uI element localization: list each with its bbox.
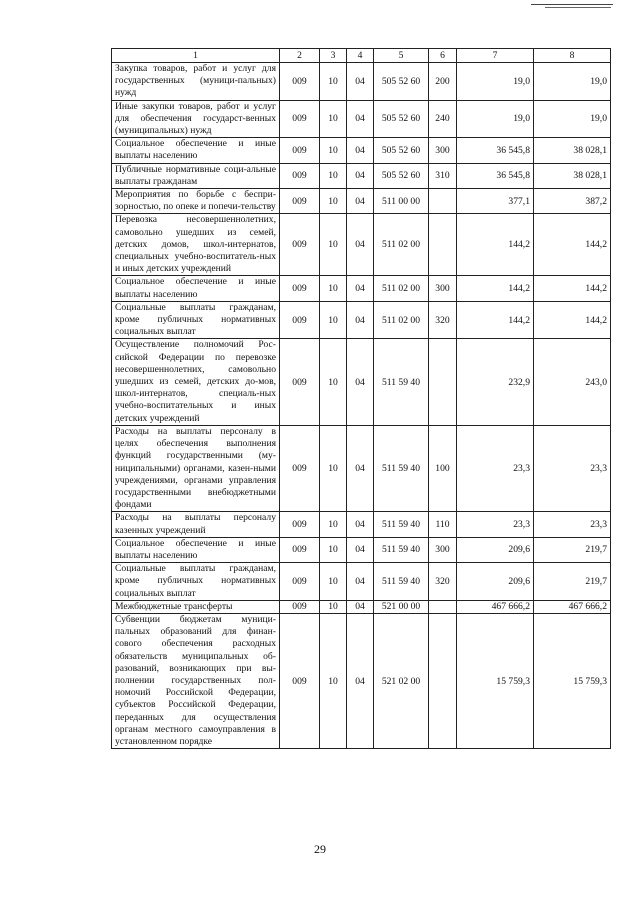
cell-expense-type <box>429 600 457 613</box>
table-row <box>112 63 611 101</box>
budget-table <box>111 48 611 749</box>
cell-expense-type: 240 <box>429 100 457 138</box>
cell-amount-col7: 36 545,8 <box>457 163 534 188</box>
table-row <box>112 138 611 163</box>
cell-ministry: 009 <box>280 163 320 188</box>
row-name: Закупка товаров, работ и услуг для государственных (муници-пальных) нужд <box>112 63 280 101</box>
cell-amount-col8: 144,2 <box>534 276 611 301</box>
cell-amount-col7: 23,3 <box>457 425 534 511</box>
cell-subsection: 04 <box>347 163 374 188</box>
table-row <box>112 301 611 339</box>
header-cell: 4 <box>347 49 374 63</box>
row-name: Иные закупки товаров, работ и услуг для обеспечения государст-венных (муниципальных) нужд <box>112 100 280 138</box>
cell-expense-type: 200 <box>429 63 457 101</box>
cell-amount-col7: 15 759,3 <box>457 613 534 748</box>
cell-amount-col8: 144,2 <box>534 214 611 276</box>
header-cell: 1 <box>112 49 280 63</box>
cell-target-article: 521 00 00 <box>374 600 429 613</box>
cell-expense-type: 310 <box>429 163 457 188</box>
cell-amount-col7: 377,1 <box>457 189 534 214</box>
cell-amount-col7: 232,9 <box>457 339 534 425</box>
cell-expense-type: 300 <box>429 537 457 562</box>
row-name: Мероприятия по борьбе с беспри-зорностью, по опеке и попечи-тельству <box>112 189 280 214</box>
cell-subsection: 04 <box>347 600 374 613</box>
cell-subsection: 04 <box>347 301 374 339</box>
cell-ministry: 009 <box>280 339 320 425</box>
table-row <box>112 189 611 214</box>
header-row <box>112 49 611 63</box>
cell-section: 10 <box>320 163 347 188</box>
cell-target-article: 505 52 60 <box>374 63 429 101</box>
cell-ministry: 009 <box>280 537 320 562</box>
cell-expense-type: 300 <box>429 138 457 163</box>
cell-section: 10 <box>320 189 347 214</box>
cell-expense-type: 320 <box>429 563 457 601</box>
cell-amount-col7: 467 666,2 <box>457 600 534 613</box>
header-cell: 5 <box>374 49 429 63</box>
cell-amount-col8: 243,0 <box>534 339 611 425</box>
cell-ministry: 009 <box>280 63 320 101</box>
cell-ministry: 009 <box>280 512 320 537</box>
row-name: Социальное обеспечение и иные выплаты населению <box>112 138 280 163</box>
cell-section: 10 <box>320 301 347 339</box>
page-number: 29 <box>314 842 326 856</box>
cell-expense-type <box>429 189 457 214</box>
cell-amount-col8: 219,7 <box>534 563 611 601</box>
cell-subsection: 04 <box>347 214 374 276</box>
cell-ministry: 009 <box>280 276 320 301</box>
row-name: Расходы на выплаты персоналу казенных учреждений <box>112 512 280 537</box>
cell-expense-type <box>429 214 457 276</box>
cell-target-article: 511 02 00 <box>374 301 429 339</box>
cell-expense-type <box>429 613 457 748</box>
cell-ministry: 009 <box>280 613 320 748</box>
cell-amount-col8: 38 028,1 <box>534 163 611 188</box>
row-name: Социальные выплаты гражданам, кроме публичных нормативных социальных выплат <box>112 301 280 339</box>
corner-mark <box>531 4 613 5</box>
row-name: Социальные выплаты гражданам, кроме публичных нормативных социальных выплат <box>112 563 280 601</box>
header-cell: 3 <box>320 49 347 63</box>
cell-expense-type <box>429 339 457 425</box>
cell-subsection: 04 <box>347 138 374 163</box>
cell-section: 10 <box>320 100 347 138</box>
table-row <box>112 339 611 425</box>
cell-target-article: 511 59 40 <box>374 425 429 511</box>
cell-target-article: 511 00 00 <box>374 189 429 214</box>
header-cell: 6 <box>429 49 457 63</box>
cell-amount-col7: 209,6 <box>457 563 534 601</box>
cell-amount-col7: 19,0 <box>457 63 534 101</box>
cell-amount-col8: 387,2 <box>534 189 611 214</box>
cell-target-article: 511 02 00 <box>374 276 429 301</box>
cell-section: 10 <box>320 563 347 601</box>
cell-section: 10 <box>320 425 347 511</box>
cell-subsection: 04 <box>347 339 374 425</box>
cell-section: 10 <box>320 537 347 562</box>
cell-amount-col8: 144,2 <box>534 301 611 339</box>
table-row <box>112 600 611 613</box>
cell-amount-col8: 219,7 <box>534 537 611 562</box>
cell-subsection: 04 <box>347 613 374 748</box>
cell-expense-type: 110 <box>429 512 457 537</box>
cell-amount-col8: 23,3 <box>534 425 611 511</box>
cell-target-article: 511 59 40 <box>374 339 429 425</box>
cell-subsection: 04 <box>347 537 374 562</box>
cell-subsection: 04 <box>347 425 374 511</box>
cell-section: 10 <box>320 138 347 163</box>
cell-target-article: 505 52 60 <box>374 100 429 138</box>
cell-ministry: 009 <box>280 214 320 276</box>
cell-amount-col7: 144,2 <box>457 301 534 339</box>
cell-ministry: 009 <box>280 301 320 339</box>
table-row <box>112 537 611 562</box>
cell-target-article: 511 59 40 <box>374 537 429 562</box>
table-row <box>112 613 611 748</box>
cell-amount-col7: 36 545,8 <box>457 138 534 163</box>
header-cell: 8 <box>534 49 611 63</box>
cell-target-article: 511 02 00 <box>374 214 429 276</box>
header-cell: 7 <box>457 49 534 63</box>
cell-section: 10 <box>320 613 347 748</box>
cell-ministry: 009 <box>280 189 320 214</box>
cell-amount-col7: 144,2 <box>457 276 534 301</box>
cell-subsection: 04 <box>347 189 374 214</box>
cell-ministry: 009 <box>280 600 320 613</box>
row-name: Публичные нормативные соци-альные выплаты гражданам <box>112 163 280 188</box>
cell-amount-col8: 38 028,1 <box>534 138 611 163</box>
cell-subsection: 04 <box>347 100 374 138</box>
header-cell: 2 <box>280 49 320 63</box>
cell-amount-col7: 144,2 <box>457 214 534 276</box>
cell-amount-col8: 15 759,3 <box>534 613 611 748</box>
cell-subsection: 04 <box>347 563 374 601</box>
cell-section: 10 <box>320 214 347 276</box>
table-row <box>112 163 611 188</box>
cell-expense-type: 320 <box>429 301 457 339</box>
cell-amount-col8: 19,0 <box>534 100 611 138</box>
cell-section: 10 <box>320 512 347 537</box>
table-body <box>112 63 611 749</box>
cell-subsection: 04 <box>347 512 374 537</box>
corner-mark-secondary <box>545 7 611 8</box>
cell-ministry: 009 <box>280 563 320 601</box>
cell-target-article: 505 52 60 <box>374 163 429 188</box>
table-row <box>112 512 611 537</box>
cell-expense-type: 300 <box>429 276 457 301</box>
cell-amount-col8: 23,3 <box>534 512 611 537</box>
cell-section: 10 <box>320 600 347 613</box>
table-row <box>112 425 611 511</box>
cell-section: 10 <box>320 63 347 101</box>
row-name: Расходы на выплаты персоналу в целях обеспечения выполнения функций государственными (му-ниципальными) органами, казен-ными учреждениями, органами управления государственными внебюджетными фондами <box>112 425 280 511</box>
table-row <box>112 214 611 276</box>
cell-ministry: 009 <box>280 138 320 163</box>
cell-target-article: 505 52 60 <box>374 138 429 163</box>
cell-amount-col7: 19,0 <box>457 100 534 138</box>
row-name: Социальное обеспечение и иные выплаты населению <box>112 537 280 562</box>
cell-ministry: 009 <box>280 425 320 511</box>
row-name: Перевозка несовершеннолетних, самовольно ушедших из семей, детских домов, школ-интернатов, специальных учебно-воспитатель-ных и иных детских учреждений <box>112 214 280 276</box>
cell-amount-col7: 23,3 <box>457 512 534 537</box>
cell-expense-type: 100 <box>429 425 457 511</box>
row-name: Субвенции бюджетам муници-пальных образований для финан-сового обеспечения расходных обязательств муниципальных об-разований, возникающих при вы-полнении государственных пол-номочий Российской Федерации, субъектов Российской Федерации, переданных для осуществления органам местного самоуправления в установленном порядке <box>112 613 280 748</box>
cell-amount-col8: 467 666,2 <box>534 600 611 613</box>
cell-target-article: 511 59 40 <box>374 512 429 537</box>
row-name: Социальное обеспечение и иные выплаты населению <box>112 276 280 301</box>
table-row <box>112 100 611 138</box>
cell-amount-col7: 209,6 <box>457 537 534 562</box>
cell-target-article: 511 59 40 <box>374 563 429 601</box>
cell-ministry: 009 <box>280 100 320 138</box>
cell-target-article: 521 02 00 <box>374 613 429 748</box>
row-name: Межбюджетные трансферты <box>112 600 280 613</box>
cell-amount-col8: 19,0 <box>534 63 611 101</box>
cell-section: 10 <box>320 276 347 301</box>
table-row <box>112 276 611 301</box>
table-row <box>112 563 611 601</box>
row-name: Осуществление полномочий Рос-сийской Федерации по перевозке несовершеннолетних, самовольно ушедших из семей, детских до-мов, школ-интернатов, специаль-ных учебно-воспитательных и иных детских учреждений <box>112 339 280 425</box>
cell-subsection: 04 <box>347 63 374 101</box>
cell-section: 10 <box>320 339 347 425</box>
cell-subsection: 04 <box>347 276 374 301</box>
